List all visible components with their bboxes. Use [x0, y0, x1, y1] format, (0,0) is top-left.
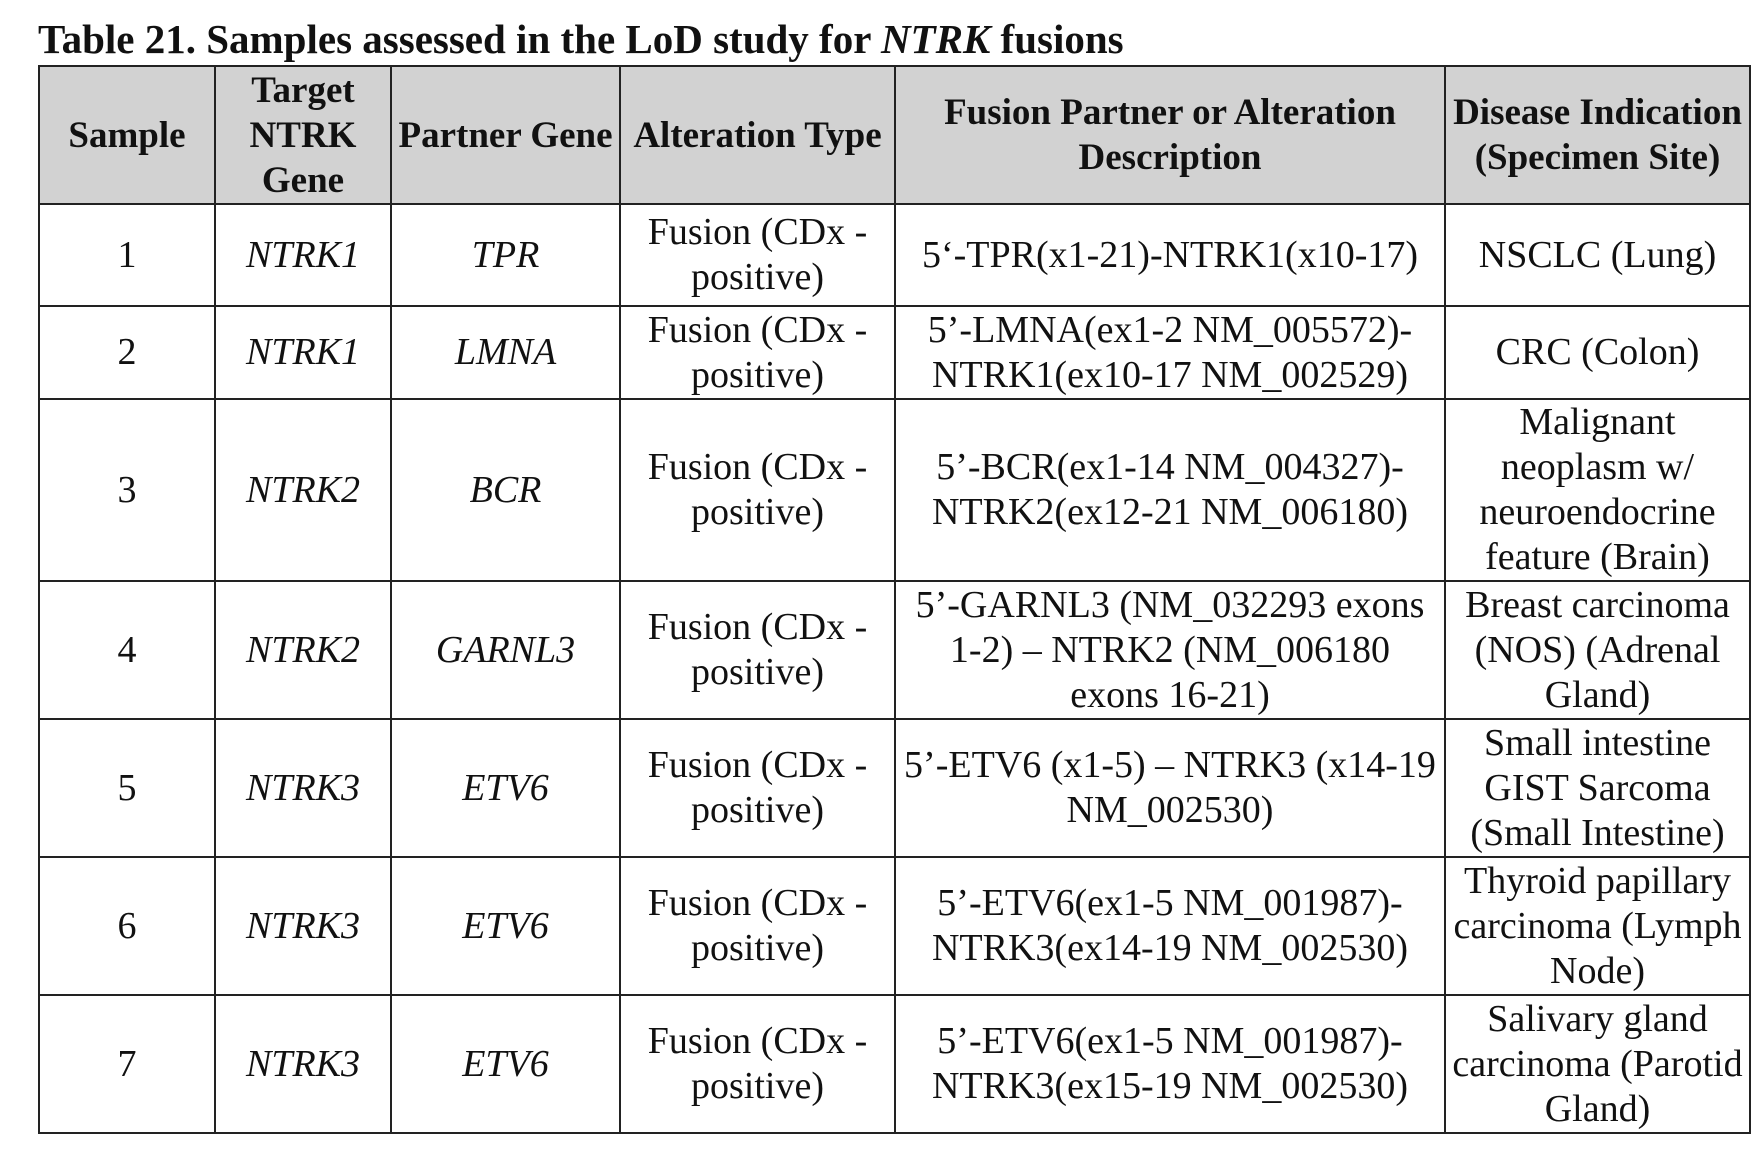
cell-sample: 2 — [39, 306, 215, 399]
cell-alteration-type: Fusion (CDx - positive) — [620, 581, 895, 719]
cell-partner-gene: LMNA — [391, 306, 620, 399]
header-target-gene: Target NTRK Gene — [215, 66, 391, 204]
table-row — [39, 306, 1750, 399]
cell-description: 5’-ETV6(ex1-5 NM_001987)-NTRK3(ex15-19 NM_002530) — [895, 995, 1445, 1133]
cell-partner-gene: ETV6 — [391, 719, 620, 857]
cell-target-gene: NTRK2 — [215, 581, 391, 719]
cell-target-gene: NTRK3 — [215, 719, 391, 857]
cell-sample: 5 — [39, 719, 215, 857]
cell-disease: CRC (Colon) — [1445, 306, 1750, 399]
cell-disease: Salivary gland carcinoma (Parotid Gland) — [1445, 995, 1750, 1133]
cell-alteration-type: Fusion (CDx - positive) — [620, 204, 895, 306]
table-row — [39, 995, 1750, 1133]
cell-sample: 6 — [39, 857, 215, 995]
cell-target-gene: NTRK3 — [215, 995, 391, 1133]
header-alteration-type: Alteration Type — [620, 66, 895, 204]
cell-disease: Malignant neoplasm w/ neuroendocrine feature (Brain) — [1445, 399, 1750, 581]
cell-alteration-type: Fusion (CDx - positive) — [620, 995, 895, 1133]
table-caption — [38, 10, 1124, 68]
cell-target-gene: NTRK3 — [215, 857, 391, 995]
cell-description: 5’-ETV6(ex1-5 NM_001987)-NTRK3(ex14-19 NM_002530) — [895, 857, 1445, 995]
table-row — [39, 204, 1750, 306]
header-row — [39, 66, 1750, 204]
header-description: Fusion Partner or Alteration Description — [895, 66, 1445, 204]
cell-partner-gene: GARNL3 — [391, 581, 620, 719]
cell-disease: Thyroid papillary carcinoma (Lymph Node) — [1445, 857, 1750, 995]
cell-description: 5’-GARNL3 (NM_032293 exons 1-2) – NTRK2 (NM_006180 exons 16-21) — [895, 581, 1445, 719]
cell-alteration-type: Fusion (CDx - positive) — [620, 719, 895, 857]
header-sample: Sample — [39, 66, 215, 204]
cell-sample: 4 — [39, 581, 215, 719]
cell-sample: 3 — [39, 399, 215, 581]
samples-table — [38, 65, 1751, 1134]
table-row — [39, 857, 1750, 995]
cell-disease: NSCLC (Lung) — [1445, 204, 1750, 306]
cell-alteration-type: Fusion (CDx - positive) — [620, 306, 895, 399]
header-partner-gene: Partner Gene — [391, 66, 620, 204]
table-row — [39, 399, 1750, 581]
caption-suffix: fusions — [990, 16, 1124, 62]
cell-target-gene: NTRK2 — [215, 399, 391, 581]
table-row — [39, 581, 1750, 719]
cell-description: 5‘-TPR(x1-21)-NTRK1(x10-17) — [895, 204, 1445, 306]
table-row — [39, 719, 1750, 857]
cell-sample: 1 — [39, 204, 215, 306]
cell-description: 5’-ETV6 (x1-5) – NTRK3 (x14-19 NM_002530) — [895, 719, 1445, 857]
cell-disease: Small intestine GIST Sarcoma (Small Intestine) — [1445, 719, 1750, 857]
caption-emphasis: NTRK — [880, 16, 991, 62]
header-disease: Disease Indication (Specimen Site) — [1445, 66, 1750, 204]
cell-alteration-type: Fusion (CDx - positive) — [620, 399, 895, 581]
cell-description: 5’-BCR(ex1-14 NM_004327)-NTRK2(ex12-21 NM_006180) — [895, 399, 1445, 581]
caption-prefix: Table 21. Samples assessed in the LoD study for — [38, 16, 881, 62]
cell-sample: 7 — [39, 995, 215, 1133]
cell-target-gene: NTRK1 — [215, 306, 391, 399]
cell-description: 5’-LMNA(ex1-2 NM_005572)-NTRK1(ex10-17 NM_002529) — [895, 306, 1445, 399]
cell-alteration-type: Fusion (CDx - positive) — [620, 857, 895, 995]
cell-partner-gene: TPR — [391, 204, 620, 306]
cell-target-gene: NTRK1 — [215, 204, 391, 306]
cell-disease: Breast carcinoma (NOS) (Adrenal Gland) — [1445, 581, 1750, 719]
cell-partner-gene: ETV6 — [391, 857, 620, 995]
cell-partner-gene: BCR — [391, 399, 620, 581]
cell-partner-gene: ETV6 — [391, 995, 620, 1133]
